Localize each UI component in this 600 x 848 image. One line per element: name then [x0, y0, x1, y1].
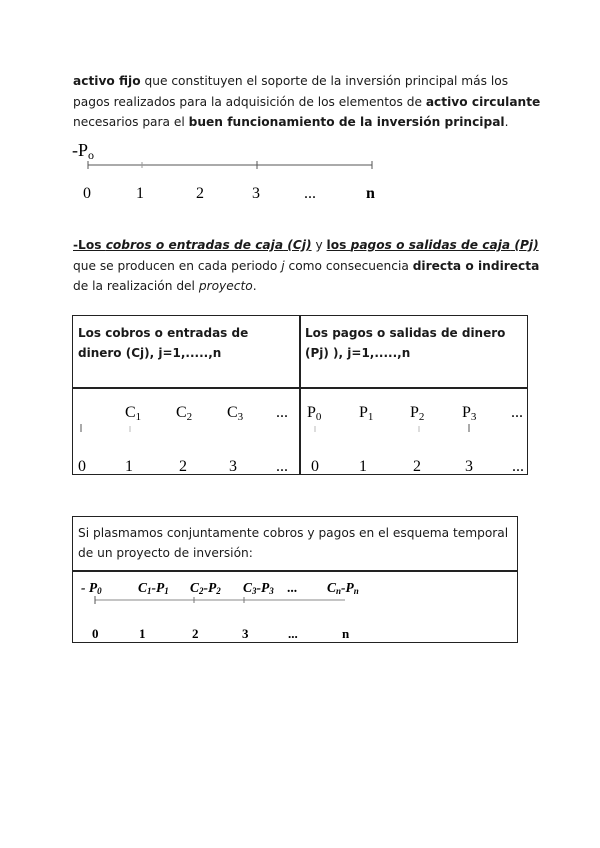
t1-right-P3: P3 — [462, 404, 477, 423]
p2-italic-proyecto: proyecto — [198, 279, 253, 293]
p2-italic-j: j — [281, 258, 285, 273]
cobros-pagos-paragraph — [73, 235, 543, 297]
intro-paragraph — [73, 71, 543, 133]
intro-bold-2: activo circulante — [425, 94, 541, 109]
p2-italic-2: (Cj) — [283, 238, 312, 252]
t1-left-num-1: 1 — [125, 458, 133, 474]
p2-bold-2: los — [326, 238, 351, 252]
t1-left-num-2: 2 — [179, 458, 187, 474]
table1-timelines — [73, 388, 527, 474]
t1-right-num-dots: ... — [512, 458, 524, 474]
timeline1-num-n: n — [366, 185, 375, 202]
t2-num-n: n — [342, 626, 350, 641]
table1-right-header: Los pagos o salidas de dinero (Pj) ), j=1,.....,n — [305, 326, 506, 360]
t1-left-C2: C2 — [176, 404, 193, 423]
t2-label-C3P3: C3-P3 — [243, 580, 274, 596]
intro-bold-1: activo fijo — [73, 74, 141, 88]
p2-italic-3: pagos o salidas de caja — [350, 238, 511, 252]
timeline1-num-1: 1 — [136, 185, 144, 202]
timeline1-num-3: 3 — [252, 185, 260, 202]
p2-text-4: de la realización del — [73, 279, 199, 293]
t2-label-dots: ... — [287, 580, 298, 595]
table2-header: Si plasmamos conjuntamente cobros y pagos en el esquema temporal de un proyecto de inversión: — [78, 526, 509, 560]
table2-divider — [73, 570, 517, 572]
t1-right-num-3: 3 — [465, 458, 473, 474]
t2-label-C2P2: C2-P2 — [190, 580, 221, 596]
t2-num-1: 1 — [139, 626, 146, 641]
table-cobros-pagos — [72, 315, 528, 475]
p2-italic-4: (Pj) — [510, 238, 539, 252]
p2-text-3: como consecuencia — [284, 258, 413, 273]
t1-left-num-0: 0 — [78, 458, 86, 474]
p2-text-5: . — [252, 279, 257, 293]
t1-left-C3: C3 — [227, 404, 244, 423]
t2-num-dots: ... — [288, 626, 298, 641]
p2-italic-1: cobros o entradas de caja — [105, 238, 284, 252]
timeline1-num-dots: ... — [304, 185, 316, 202]
intro-text-2: necesarios para el — [73, 115, 189, 129]
t1-right-num-1: 1 — [359, 458, 367, 474]
t1-right-P2: P2 — [410, 404, 425, 423]
t1-left-num-3: 3 — [229, 458, 237, 474]
t2-label-C1P1: C1-P1 — [138, 580, 169, 596]
intro-text-1: que constituyen el soporte de la inversión principal más los pagos realizados para la adquisición de los elementos de — [73, 74, 509, 109]
t2-num-2: 2 — [192, 626, 199, 641]
timeline1-num-0: 0 — [83, 185, 91, 202]
p2-text-2: que se producen en cada periodo — [73, 258, 282, 273]
table-esquema-temporal — [72, 516, 518, 643]
timeline1-label: -Po — [72, 140, 95, 162]
t1-left-C1: C1 — [125, 404, 142, 423]
t1-right-num-2: 2 — [413, 458, 421, 474]
t2-label-P0: - P0 — [81, 580, 102, 596]
t1-right-P1: P1 — [359, 404, 374, 423]
timeline1-num-2: 2 — [196, 185, 204, 202]
t1-right-dots: ... — [511, 404, 523, 421]
p2-bold-3: directa o indirecta — [412, 258, 540, 273]
t2-label-CnPn: Cn-Pn — [327, 580, 359, 596]
p2-text-1: y — [311, 238, 327, 252]
t2-num-3: 3 — [242, 626, 249, 641]
timeline-1 — [70, 138, 390, 204]
intro-bold-3: buen funcionamiento de la inversión principal — [188, 115, 505, 129]
p2-bold-1: -Los — [73, 238, 106, 252]
intro-text-3: . — [504, 115, 509, 129]
t1-right-P0: P0 — [307, 404, 322, 423]
t1-right-num-0: 0 — [311, 458, 319, 474]
t2-num-0: 0 — [92, 626, 99, 641]
t1-left-num-dots: ... — [276, 458, 288, 474]
table1-left-header: Los cobros o entradas de dinero (Cj), j=1,.....,n — [78, 326, 249, 360]
table2-timeline — [73, 573, 517, 641]
t1-left-dots: ... — [276, 404, 288, 421]
